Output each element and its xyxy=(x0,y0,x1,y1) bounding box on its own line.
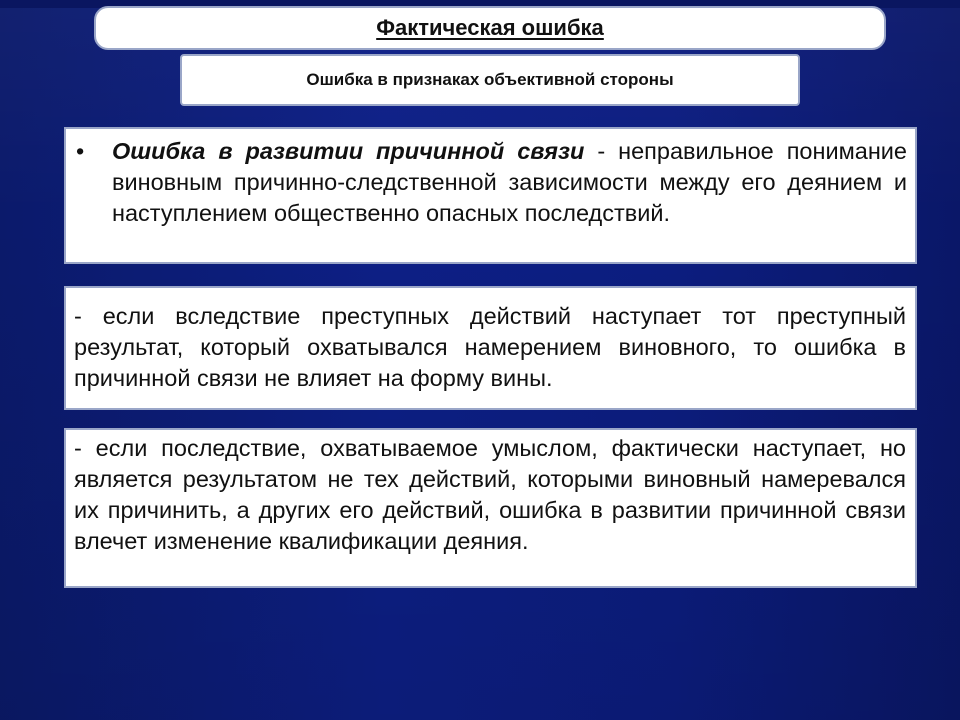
point-box-1 xyxy=(64,286,917,410)
bullet-marker: • xyxy=(76,138,85,164)
slide-subtitle: Ошибка в признаках объективной стороны xyxy=(306,70,674,89)
definition-description: - неправильное понимание виновным причинно-следственной зависимости между его деянием и наступлением общественно опасных последствий. xyxy=(112,138,907,226)
point-2-text: - если последствие, охватываемое умыслом, фактически наступает, но является результатом не тех действий, которыми виновный намеревался их причинить, а других его действий, ошибка в развитии причинной связи влечет изменение квалификации деяния. xyxy=(74,435,906,554)
title-box xyxy=(94,6,886,50)
point-box-2 xyxy=(64,428,917,588)
definition-term: Ошибка в развитии причинной связи xyxy=(112,138,585,164)
subtitle-box xyxy=(180,54,800,106)
definition-text xyxy=(112,136,907,262)
definition-box xyxy=(64,127,917,264)
slide-title: Фактическая ошибка xyxy=(376,15,604,40)
point-1-text: - если вследствие преступных действий наступает тот преступный результат, который охватывался намерением виновного, то ошибка в причинной связи не влияет на форму вины. xyxy=(74,303,906,391)
